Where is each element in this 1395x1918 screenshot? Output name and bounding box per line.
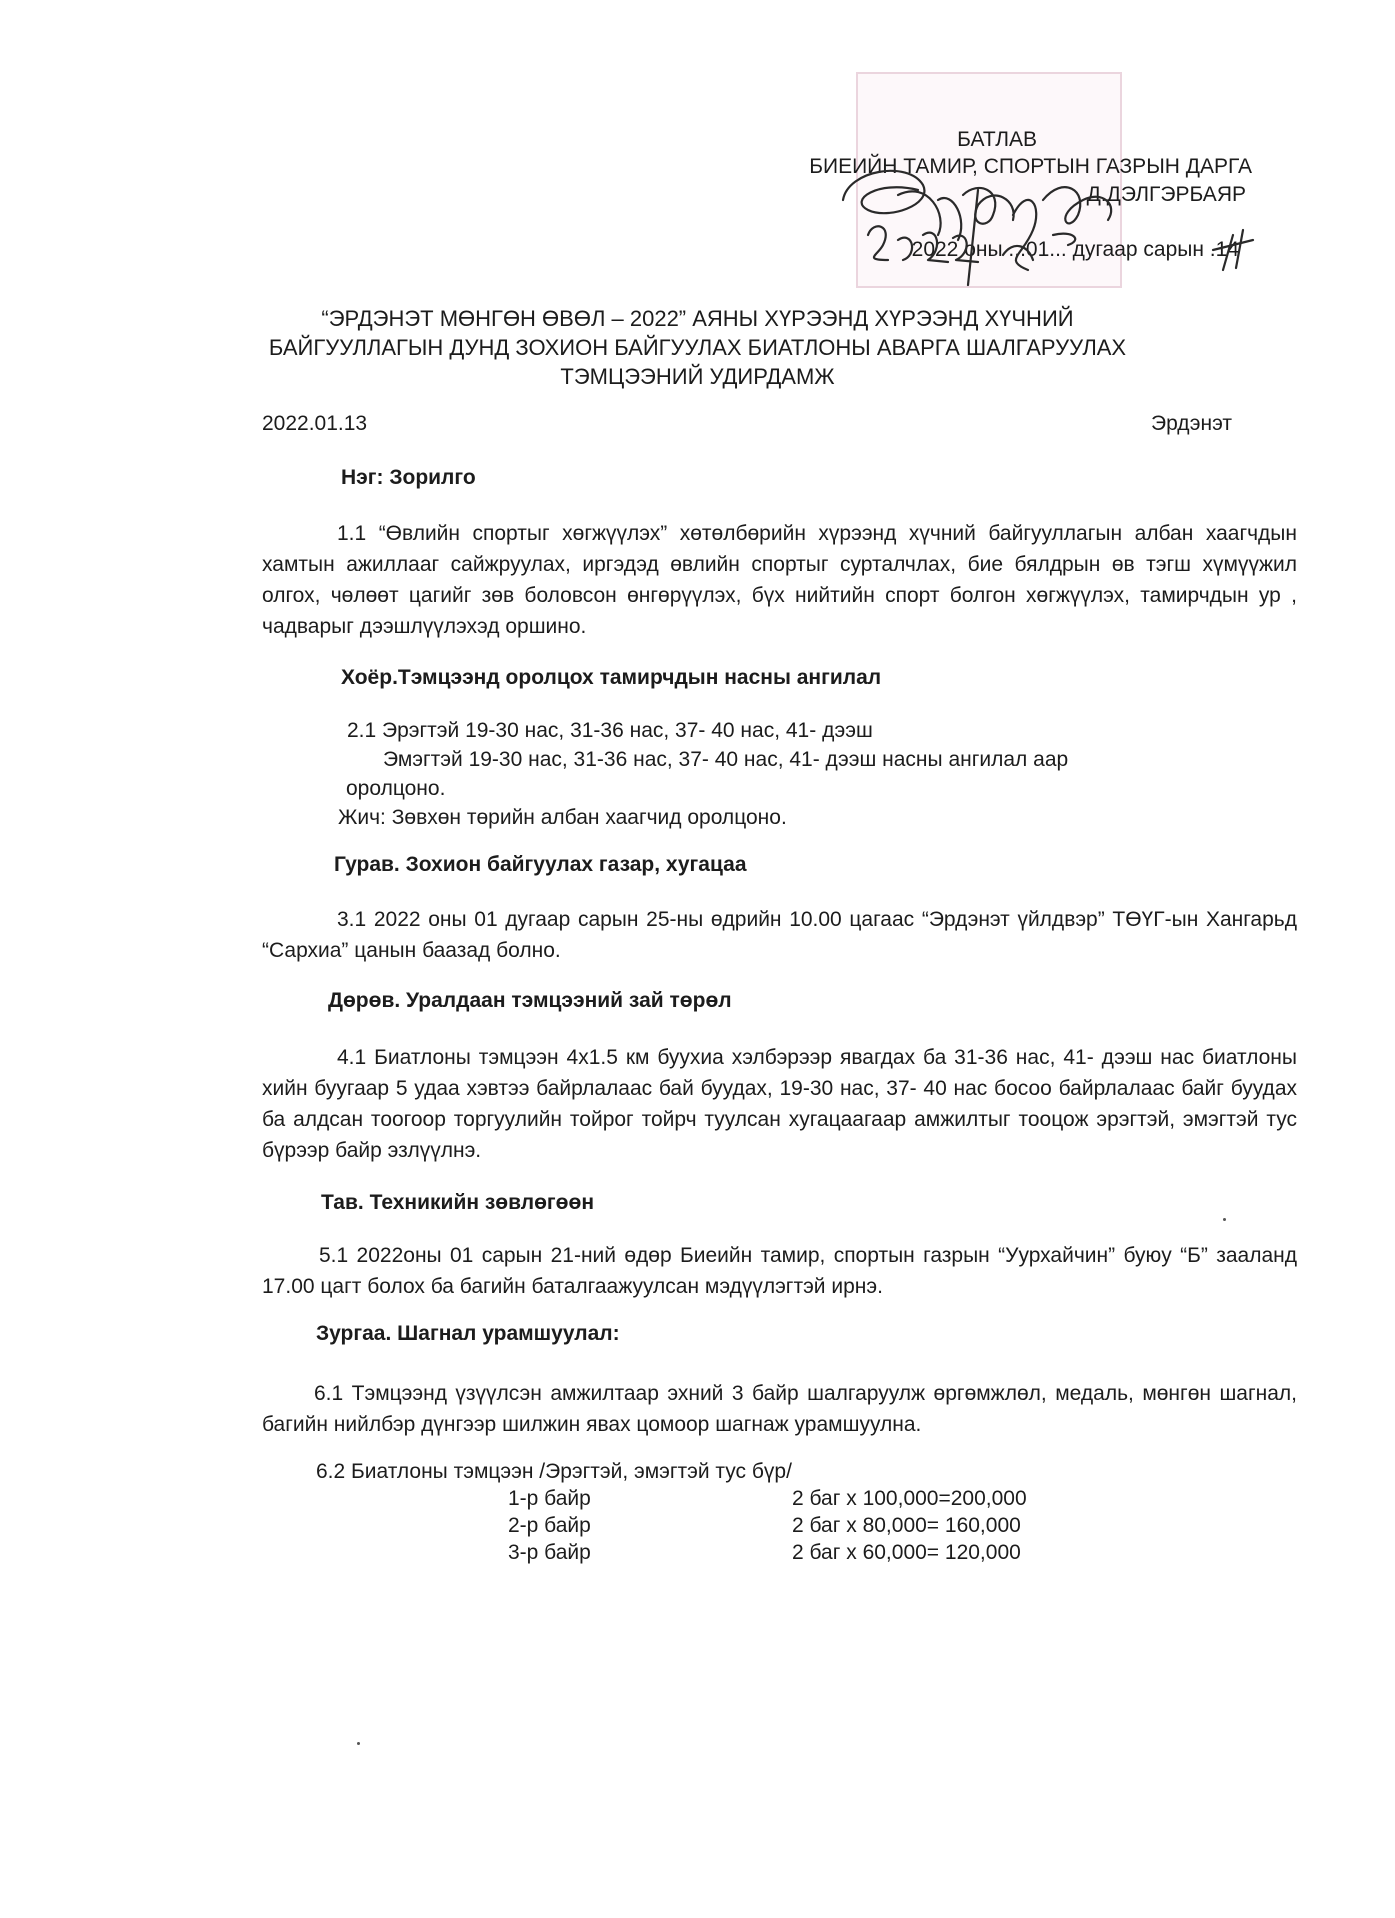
section-3-heading: Гурав. Зохион байгуулах газар, хугацаа [334,853,747,876]
section-3-body [262,904,1297,966]
scan-speck [1223,1218,1226,1221]
prize-amount-1: 2 баг х 100,000=200,000 [792,1487,1027,1510]
approval-name: Д.ДЭЛГЭРБАЯР [1086,183,1246,206]
paragraph-5-1: 5.1 2022оны 01 сарын 21-ний өдөр Биеийн тамир, спортын газрын “Уурхайчин” буюу “Б” зааланд 17.00 цагт болох ба багийн баталгаажуулсан мэдүүлэгтэй ирнэ. [262,1244,1297,1298]
section-6-heading: Зургаа. Шагнал урамшуулал: [316,1322,620,1345]
signature-mark [828,160,1288,290]
scan-speck [357,1742,360,1745]
section-4-body [262,1042,1297,1166]
paragraph-3-1: 3.1 2022 оны 01 дугаар сарын 25-ны өдрийн 10.00 цагаас “Эрдэнэт үйлдвэр” ТӨҮГ-ын Хангарьд “Сархиа” цанын баазад болно. [262,908,1297,962]
prize-place-3: 3-р байр [508,1541,591,1564]
document-title-line-3: ТЭМЦЭЭНИЙ УДИРДАМЖ [560,364,835,389]
approval-label: БАТЛАВ [957,128,1037,151]
approval-position: БИЕИЙН ТАМИР, СПОРТЫН ГАЗРЫН ДАРГА [809,155,1252,178]
prize-amount-3: 2 баг х 60,000= 120,000 [792,1541,1021,1564]
section-2-line-1: 2.1 Эрэгтэй 19-30 нас, 31-36 нас, 37- 40 нас, 41- дээш [347,719,873,742]
prize-amount-2: 2 баг х 80,000= 160,000 [792,1514,1021,1537]
section-2-heading: Хоёр.Тэмцээнд оролцох тамирчдын насны ангилал [341,666,882,689]
prize-place-2: 2-р байр [508,1514,591,1537]
document-title-line-1: “ЭРДЭНЭТ МӨНГӨН ӨВӨЛ – 2022” АЯНЫ ХҮРЭЭНД ХҮРЭЭНД ХҮЧНИЙ [321,306,1074,331]
section-5-body [262,1240,1297,1302]
document-date: 2022.01.13 [262,412,368,435]
paragraph-6-2: 6.2 Биатлоны тэмцээн /Эрэгтэй, эмэгтэй тус бүр/ [316,1460,792,1483]
approval-date: 2022 оны ...01... дугаар сарын .14 [911,238,1239,261]
paragraph-1-1: 1.1 “Өвлийн спортыг хөгжүүлэх” хөтөлбөрийн хүрээнд хүчний байгууллагын албан хаагчдын хамтын ажиллааг сайжруулах, иргэдэд өвлийн спортыг сурталчлах, бие бялдрын өв тэгш хүмүүжил олгох, чөлөөт цагийг зөв боловсон өнгөрүүлэх, бүх нийтийн спорт болгон хөгжүүлэх, тамирчдын ур , чадварыг дээшлүүлэхэд оршино. [262,522,1297,638]
section-2-line-3: оролцоно. [346,777,446,800]
section-1-heading: Нэг: Зорилго [341,466,476,489]
section-4-heading: Дөрөв. Уралдаан тэмцээний зай төрөл [328,989,732,1012]
paragraph-6-1: 6.1 Тэмцээнд үзүүлсэн амжилтаар эхний 3 байр шалгаруулж өргөмжлөл, медаль, мөнгөн шагнал, багийн нийлбэр дүнгээр шилжин явах цомоор шагнаж урамшуулна. [262,1382,1297,1436]
document-place: Эрдэнэт [1151,412,1232,435]
section-1-body [262,518,1297,642]
section-2-note: Жич: Зөвхөн төрийн албан хаагчид оролцоно. [338,806,787,829]
document-title-line-2: БАЙГУУЛЛАГЫН ДУНД ЗОХИОН БАЙГУУЛАХ БИАТЛОНЫ АВАРГА ШАЛГАРУУЛАХ [268,335,1127,360]
paragraph-4-1: 4.1 Биатлоны тэмцээн 4х1.5 км буухиа хэлбэрээр явагдах ба 31-36 нас, 41- дээш нас биатлоны хийн буугаар 5 удаа хэвтээ байрлалаас бай буудах, 19-30 нас, 37- 40 нас босоо байрлалаас байг буудах ба алдсан тоогоор торгуулийн тойрог тойрч туулсан хугацаагаар амжилтыг тооцож эрэгтэй, эмэгтэй тус бүрээр байр эзлүүлнэ. [262,1046,1297,1162]
section-5-heading: Тав. Техникийн зөвлөгөөн [321,1191,595,1214]
section-2-line-2: Эмэгтэй 19-30 нас, 31-36 нас, 37- 40 нас, 41- дээш насны ангилал аар [383,748,1069,771]
prize-place-1: 1-р байр [508,1487,591,1510]
section-6-body [262,1378,1297,1440]
